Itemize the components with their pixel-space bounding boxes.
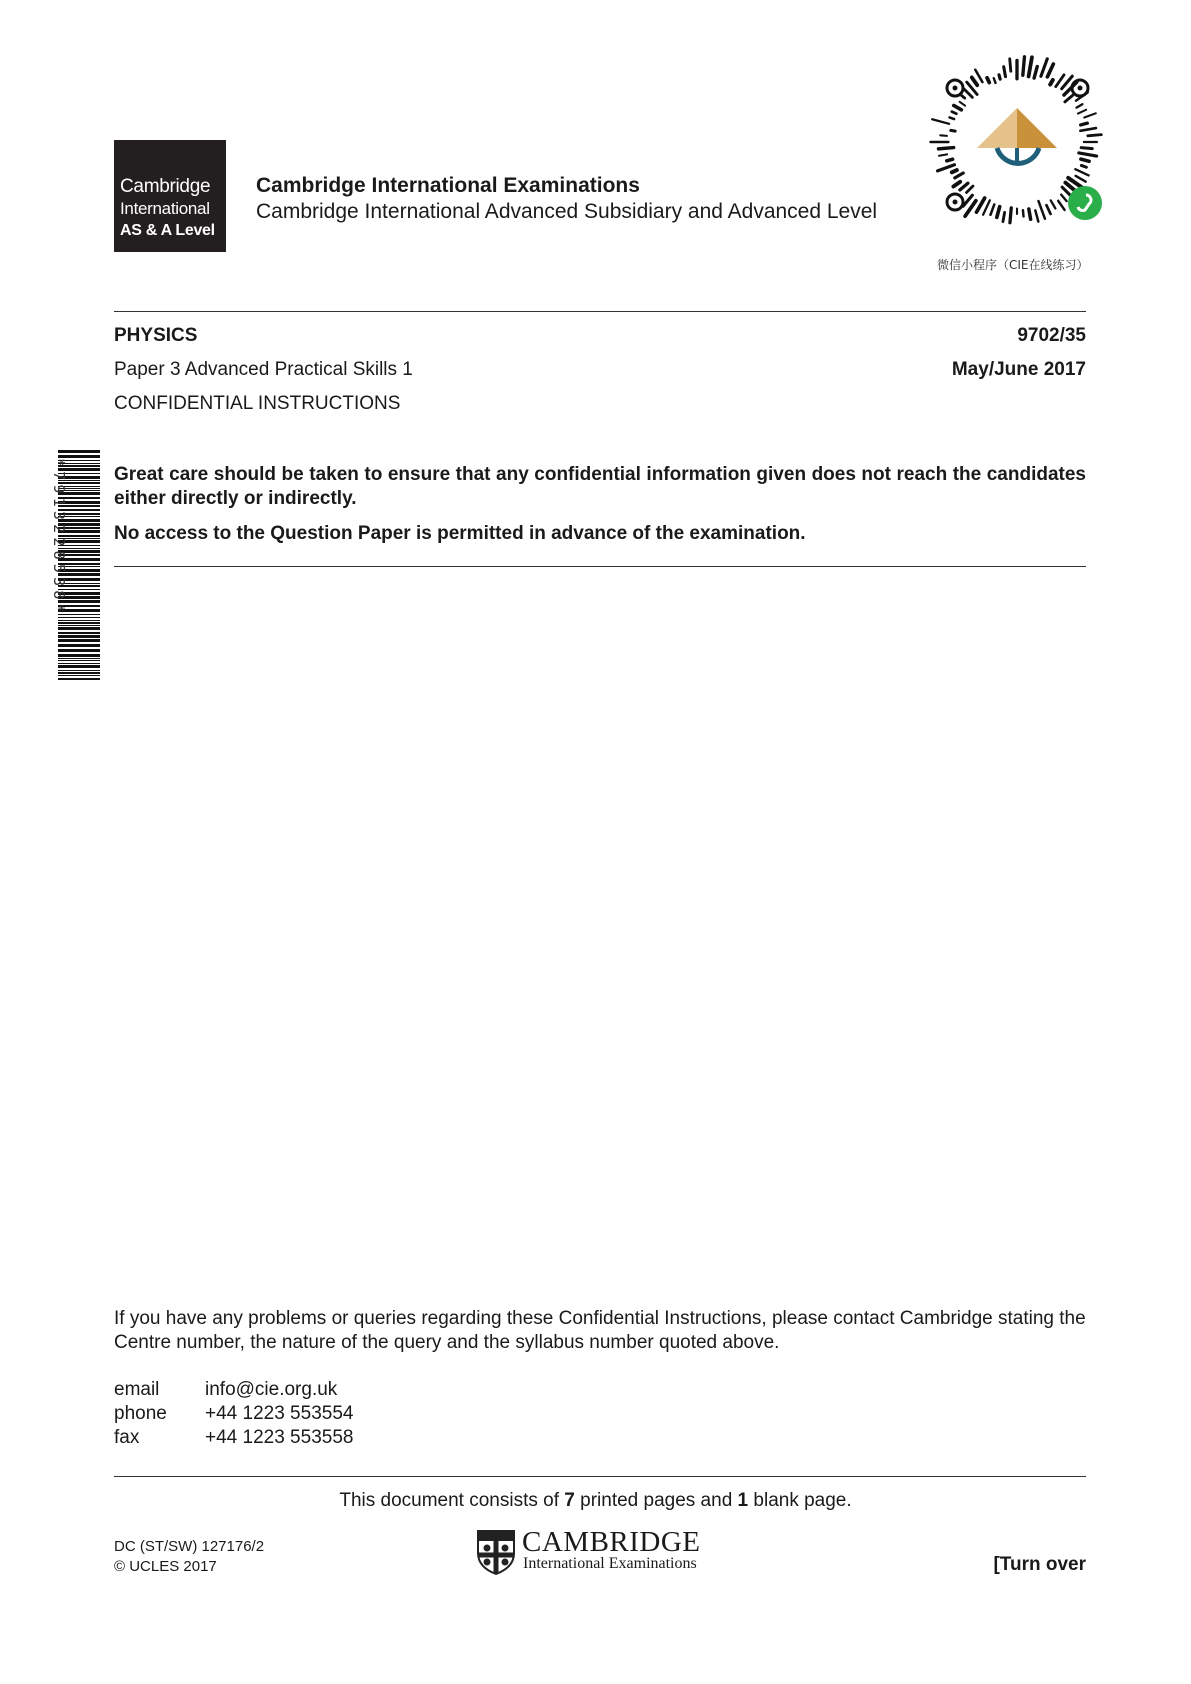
pages-text: This document consists of — [339, 1490, 565, 1511]
qr-ray — [1023, 57, 1025, 75]
qr-ray — [990, 204, 994, 214]
qr-ray — [938, 165, 955, 171]
blank-pages-count: 1 — [737, 1490, 749, 1511]
contact-label: phone — [114, 1403, 167, 1424]
barcode-bar — [58, 654, 100, 657]
barcode-bar — [58, 450, 100, 453]
qr-ray — [1029, 209, 1031, 219]
barcode-bar — [58, 678, 100, 680]
logo-line-2: International — [120, 199, 210, 218]
barcode-bar — [58, 672, 100, 674]
qr-ray — [939, 154, 947, 155]
dc-code: DC (ST/SW) 127176/2 — [114, 1538, 265, 1555]
contact-intro: If you have any problems or queries regarding these Confidential Instructions, please contact Cambridge stating the Centre number, the nature of the query and the syllabus number quoted above. — [114, 1308, 1086, 1353]
no-access-notice: No access to the Question Paper is permitted in advance of the examination. — [114, 523, 806, 544]
barcode-bar — [58, 625, 100, 626]
qr-ray — [960, 102, 965, 106]
barcode-digits: *7913228538* — [50, 458, 68, 617]
logo-line-3: AS & A Level — [120, 222, 215, 239]
barcode-bar — [58, 622, 100, 624]
qr-ray — [947, 159, 953, 161]
footer-divider — [114, 1476, 1086, 1477]
qr-code-icon — [925, 50, 1110, 235]
qr-ray — [1041, 59, 1047, 77]
printed-pages-count: 7 — [564, 1490, 575, 1511]
qualification: Cambridge International Advanced Subsidiary and Advanced Level — [256, 200, 878, 223]
qr-ray — [1004, 67, 1006, 77]
qr-ray — [975, 70, 982, 82]
qr-ray — [1046, 205, 1050, 214]
qr-ray — [1035, 210, 1038, 221]
qr-ray — [977, 198, 985, 212]
qr-ray — [1088, 135, 1102, 136]
qr-ray — [955, 173, 963, 178]
qr-ray — [1034, 67, 1037, 79]
logo-line-1: Cambridge — [120, 176, 211, 197]
qr-ray — [1079, 153, 1097, 156]
qr-ray — [1010, 59, 1011, 71]
barcode-bar — [58, 635, 100, 638]
qr-ray — [1065, 183, 1074, 190]
cambridge-crest-icon — [476, 1529, 516, 1575]
qr-ray — [1050, 80, 1053, 85]
qr-ray — [1084, 113, 1095, 117]
qr-ray — [952, 112, 957, 114]
qr-ray — [1058, 201, 1064, 210]
qr-ray — [1047, 64, 1053, 77]
barcode-bar — [58, 675, 100, 676]
qr-ray — [999, 75, 1000, 79]
qr-ray — [960, 183, 968, 190]
qr-ray — [932, 119, 949, 124]
qr-ray — [951, 130, 955, 131]
qr-ray — [1038, 201, 1044, 219]
qr-ray — [1081, 165, 1086, 167]
barcode-bar — [58, 639, 100, 642]
qr-ray — [938, 148, 953, 149]
qr-ray — [1078, 110, 1086, 114]
page-count-note — [0, 1490, 1191, 1512]
barcode-bar — [58, 620, 100, 621]
exam-session: May/June 2017 — [951, 359, 1086, 380]
qr-ray — [953, 182, 960, 187]
contact-label: email — [114, 1379, 160, 1400]
header-divider — [114, 311, 1086, 312]
cambridge-wordmark-sub: International Examinations — [523, 1555, 697, 1572]
contact-phone — [114, 1403, 353, 1425]
qr-ray — [1077, 104, 1083, 107]
qr-ray — [972, 77, 977, 85]
org-name: Cambridge International Examinations — [256, 174, 640, 197]
barcode-bar — [58, 644, 100, 647]
barcode-bar — [58, 627, 100, 630]
qr-ray — [952, 170, 957, 172]
barcode-bar — [58, 632, 100, 634]
qr-ray — [1065, 95, 1073, 101]
qr-ray — [1051, 200, 1056, 208]
contact-fax — [114, 1427, 353, 1449]
qr-ray — [950, 117, 955, 119]
pages-text: printed pages and — [574, 1490, 738, 1511]
qr-ray — [987, 78, 989, 83]
qr-ray — [1010, 208, 1011, 223]
pages-text: blank page. — [748, 1490, 852, 1511]
qr-ray — [1081, 148, 1092, 149]
fax-value: +44 1223 553558 — [205, 1427, 354, 1448]
qr-ray — [994, 78, 996, 83]
qr-ray — [940, 135, 947, 136]
paper-code: 9702/35 — [1017, 325, 1086, 346]
barcode-icon — [40, 450, 100, 682]
barcode-bar — [58, 663, 100, 664]
qr-ray — [1029, 57, 1032, 76]
copyright: © UCLES 2017 — [114, 1558, 217, 1575]
barcode-bar — [58, 660, 100, 661]
document-type: CONFIDENTIAL INSTRUCTIONS — [114, 393, 401, 414]
cambridge-wordmark: CAMBRIDGE — [522, 1526, 701, 1558]
barcode-bar — [58, 670, 100, 671]
qr-ray — [1062, 187, 1070, 195]
qr-ray — [1081, 123, 1088, 125]
turn-over-label: [Turn over — [993, 1554, 1086, 1575]
qr-ray — [954, 105, 962, 109]
barcode-bar — [58, 665, 100, 668]
barcode-bar — [58, 649, 100, 652]
qr-ray — [1061, 195, 1066, 202]
qr-ray — [1080, 128, 1096, 131]
qr-ray — [1076, 176, 1086, 182]
qr-ray — [997, 207, 1000, 218]
document-codes — [114, 1537, 264, 1577]
subject-title: PHYSICS — [114, 325, 198, 346]
cambridge-as-a-level-logo — [114, 140, 226, 252]
contact-label: fax — [114, 1427, 140, 1448]
qr-ray — [1075, 169, 1088, 175]
barcode-bar — [58, 617, 100, 618]
confidential-notice: Great care should be taken to ensure that any confidential information given does not reach the candidates either directly or indirectly. — [114, 464, 1086, 509]
contact-email — [114, 1379, 337, 1401]
notice-divider — [114, 566, 1086, 567]
qr-ray — [966, 186, 972, 192]
email-link[interactable]: info@cie.org.uk — [205, 1379, 338, 1400]
qr-ray — [1023, 210, 1024, 216]
qr-ray — [1081, 159, 1089, 161]
barcode-bar — [58, 658, 100, 659]
qr-ray — [1056, 75, 1064, 87]
paper-title: Paper 3 Advanced Practical Skills 1 — [114, 359, 413, 380]
qr-ray — [964, 89, 972, 97]
phone-value: +44 1223 553554 — [205, 1403, 354, 1424]
qr-ray — [961, 95, 965, 98]
qr-ray — [1003, 212, 1005, 221]
qr-caption: 微信小程序（CIE在线练习） — [937, 258, 1089, 272]
